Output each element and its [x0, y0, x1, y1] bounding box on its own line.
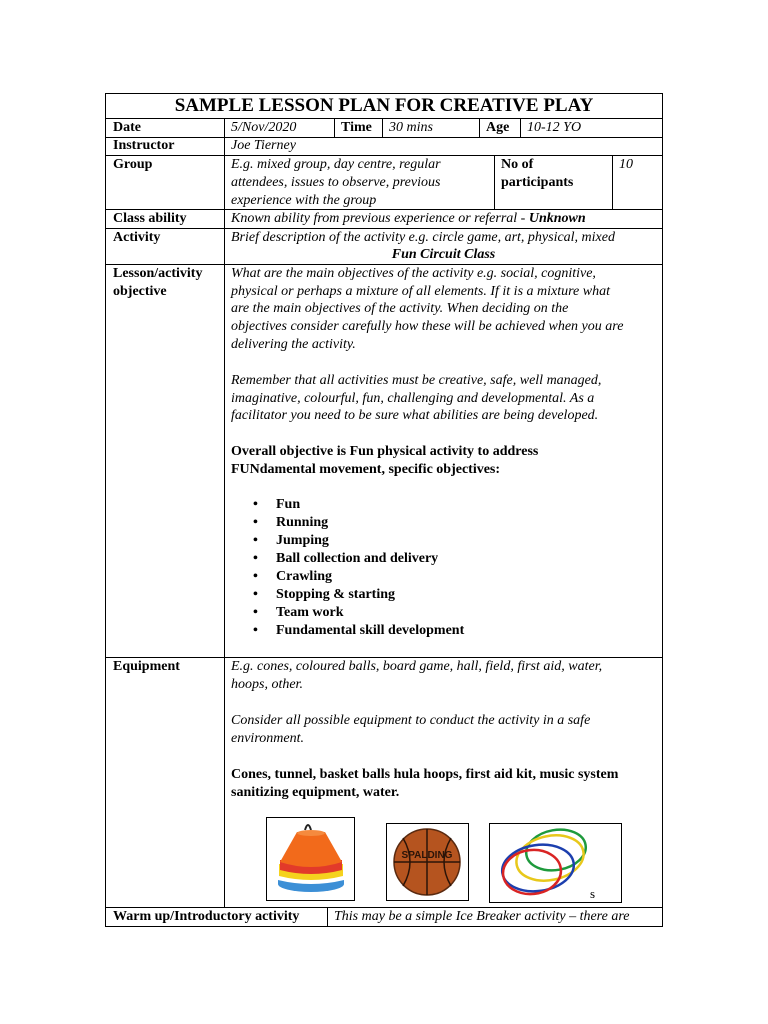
objective-label: Lesson/activity — [113, 266, 203, 281]
equipment-para1-line: E.g. cones, coloured balls, board game, hall, field, first aid, water, — [231, 659, 603, 674]
objective-para2-line: facilitator you need to be sure what abilities are being developed. — [231, 408, 599, 423]
age-label: Age — [486, 120, 510, 135]
group-line: E.g. mixed group, day centre, regular — [231, 157, 441, 172]
objective-para1-line: delivering the activity. — [231, 337, 356, 352]
equipment-para2-line: Consider all possible equipment to conduct the activity in a safe — [231, 713, 591, 728]
hoops-caption: s — [590, 886, 596, 901]
overall-objective-line: FUNdamental movement, specific objectives: — [231, 462, 501, 477]
list-item: • Fundamental skill development — [231, 622, 464, 640]
participants-label: participants — [501, 175, 574, 190]
objective-para1-line: are the main objectives of the activity. When deciding on the — [231, 301, 569, 316]
date-label: Date — [113, 120, 141, 135]
list-item: • Team work — [231, 604, 464, 622]
age-value: 10-12 YO — [527, 120, 582, 135]
cone-orange — [280, 832, 342, 867]
list-item: • Fun — [231, 496, 464, 514]
list-item: • Running — [231, 514, 464, 532]
list-item: • Ball collection and delivery — [231, 550, 464, 568]
basketball-image — [386, 823, 469, 901]
group-line: attendees, issues to observe, previous — [231, 175, 441, 190]
equipment-para1-line: hoops, other. — [231, 677, 303, 692]
instructor-label: Instructor — [113, 138, 175, 153]
warmup-text: This may be a simple Ice Breaker activity – there are — [334, 909, 630, 924]
objectives-list — [231, 496, 464, 640]
class-ability-value: Unknown — [528, 211, 586, 226]
activity-text: Brief description of the activity e.g. circle game, art, physical, mixed — [231, 230, 615, 245]
time-label: Time — [341, 120, 372, 135]
objective-para2-line: imaginative, colourful, fun, challenging and developmental. As a — [231, 391, 595, 406]
activity-label: Activity — [113, 230, 161, 245]
objective-para1-line: What are the main objectives of the activity e.g. social, cognitive, — [231, 266, 596, 281]
equipment-label: Equipment — [113, 659, 180, 674]
activity-value: Fun Circuit Class — [391, 247, 496, 262]
warmup-label: Warm up/Introductory activity — [113, 909, 300, 924]
equipment-list-line: sanitizing equipment, water. — [231, 785, 400, 800]
time-value: 30 mins — [389, 120, 433, 135]
instructor-value: Joe Tierney — [231, 138, 296, 153]
group-label: Group — [113, 157, 153, 172]
objective-para1-line: objectives consider carefully how these will be achieved when you are — [231, 319, 624, 334]
objective-para1-line: physical or perhaps a mixture of all elements. If it is a mixture what — [231, 284, 610, 299]
participants-label: No of — [501, 157, 534, 172]
equipment-list-line: Cones, tunnel, basket balls hula hoops, first aid kit, music system — [231, 767, 619, 782]
ball-brand: SPALDING — [401, 850, 453, 861]
objective-label: objective — [113, 284, 167, 299]
class-ability-label: Class ability — [113, 211, 187, 226]
equipment-para2-line: environment. — [231, 731, 304, 746]
list-item: • Stopping & starting — [231, 586, 464, 604]
cones-image — [266, 817, 355, 901]
objective-para2-line: Remember that all activities must be creative, safe, well managed, — [231, 373, 602, 388]
list-item: • Jumping — [231, 532, 464, 550]
group-line: experience with the group — [231, 193, 377, 208]
date-value: 5/Nov/2020 — [231, 120, 297, 135]
list-item: • Crawling — [231, 568, 464, 586]
participants-value: 10 — [619, 157, 633, 172]
class-ability-text: Known ability from previous experience or referral - Unknown — [231, 211, 586, 226]
overall-objective-line: Overall objective is Fun physical activity to address — [231, 444, 539, 459]
hoop-yellow — [512, 829, 588, 886]
page-title: SAMPLE LESSON PLAN FOR CREATIVE PLAY — [174, 95, 594, 116]
hula-hoops-image — [489, 823, 622, 903]
